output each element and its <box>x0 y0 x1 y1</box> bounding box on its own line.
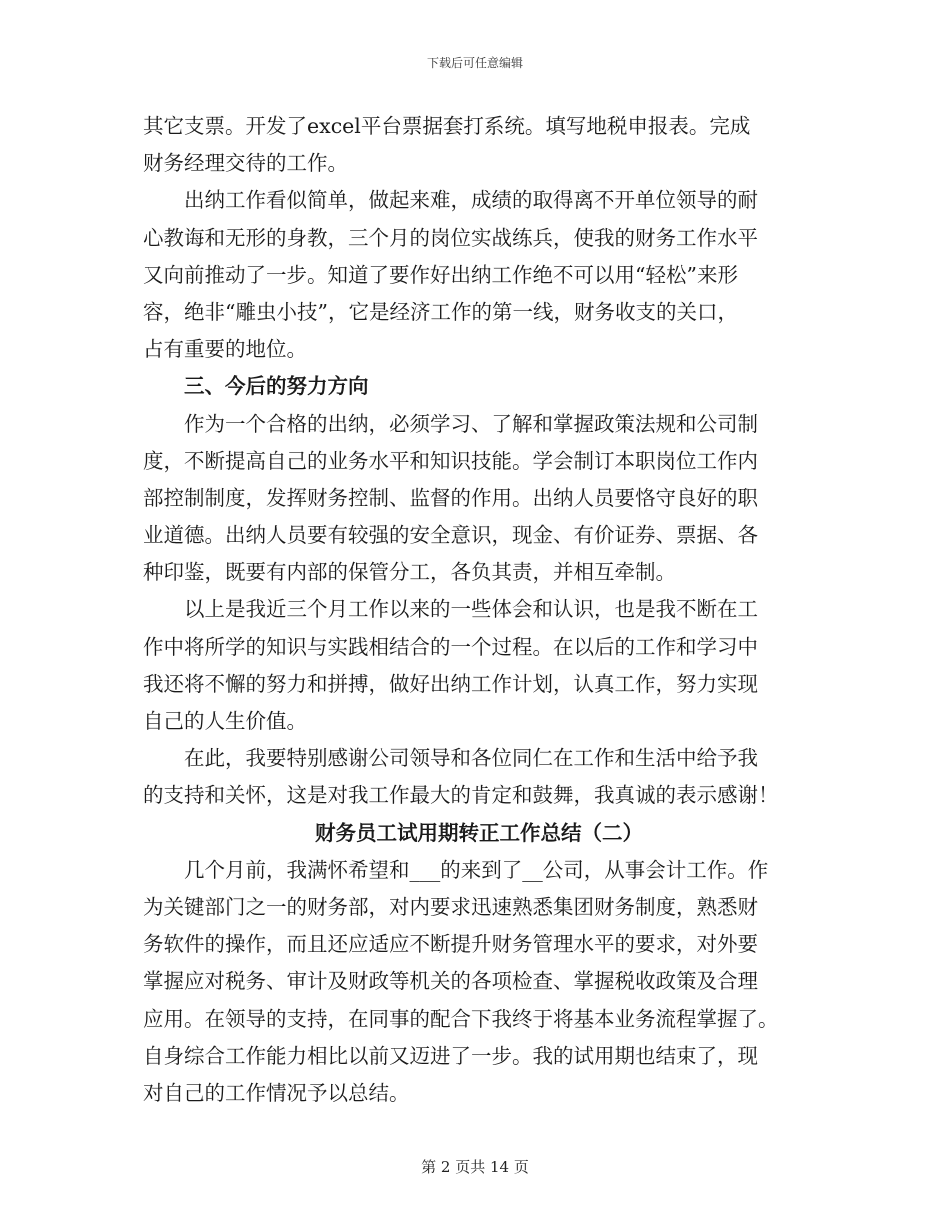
document-body <box>143 108 815 1112</box>
text-line: 部控制制度，发挥财务控制、监督的作用。出纳人员要恪守良好的职 <box>143 485 758 510</box>
text-line: 出纳工作看似简单，做起来难，成绩的取得离不开单位领导的耐 <box>184 188 758 213</box>
page-header: 下载后可任意编辑 <box>426 56 523 70</box>
text-line: 种印鉴，既要有内部的保管分工，各负其责，并相互牵制。 <box>143 560 676 585</box>
text-line: 其它支票。开发了excel平台票据套打系统。填写地税申报表。完成 <box>143 114 751 138</box>
text-line: 容，绝非“雕虫小技”，它是经济工作的第一线，财务收支的关口， <box>143 299 738 324</box>
section-title: 财务员工试用期转正工作总结（二） <box>315 820 643 845</box>
text-line: 心教诲和无形的身教，三个月的岗位实战练兵，使我的财务工作水平 <box>143 225 758 250</box>
text-line: 作为一个合格的出纳，必须学习、了解和掌握政策法规和公司制 <box>184 411 758 436</box>
text-line: 的支持和关怀，这是对我工作最大的肯定和鼓舞，我真诚的表示感谢！ <box>143 783 779 808</box>
text-line: 务软件的操作，而且还应适应不断提升财务管理水平的要求，对外要 <box>143 932 758 957</box>
text-line: 掌握应对税务、审计及财政等机关的各项检查、掌握税收政策及合理 <box>143 969 758 994</box>
text-line: 对自己的工作情况予以总结。 <box>143 1080 410 1105</box>
section-heading: 三、今后的努力方向 <box>184 374 369 399</box>
text-line: 财务经理交待的工作。 <box>143 151 348 176</box>
text-line: 应用。在领导的支持，在同事的配合下我终于将基本业务流程掌握了。 <box>143 1006 779 1031</box>
text-line: 以上是我近三个月工作以来的一些体会和认识，也是我不断在工 <box>184 597 758 622</box>
text-line: 为关键部门之一的财务部，对内要求迅速熟悉集团财务制度，熟悉财 <box>143 894 758 919</box>
page-number: 第 2 页共 14 页 <box>421 1158 529 1176</box>
text-line: 又向前推动了一步。知道了要作好出纳工作绝不可以用“轻松”来形 <box>143 262 738 287</box>
text-line: 我还将不懈的努力和拼搏，做好出纳工作计划，认真工作，努力实现 <box>143 671 758 696</box>
text-line: 在此，我要特别感谢公司领导和各位同仁在工作和生活中给予我 <box>184 746 758 771</box>
text-line: 占有重要的地位。 <box>143 337 307 362</box>
text-line: 几个月前，我满怀希望和___的来到了__公司，从事会计工作。作 <box>184 857 769 882</box>
text-line: 自己的人生价值。 <box>143 709 307 733</box>
text-line: 业道德。出纳人员要有较强的安全意识，现金、有价证券、票据、各 <box>143 523 758 548</box>
text-line: 度，不断提高自己的业务水平和知识技能。学会制订本职岗位工作内 <box>143 448 758 473</box>
text-line: 自身综合工作能力相比以前又迈进了一步。我的试用期也结束了，现 <box>143 1043 758 1068</box>
text-line: 作中将所学的知识与实践相结合的一个过程。在以后的工作和学习中 <box>143 634 758 659</box>
